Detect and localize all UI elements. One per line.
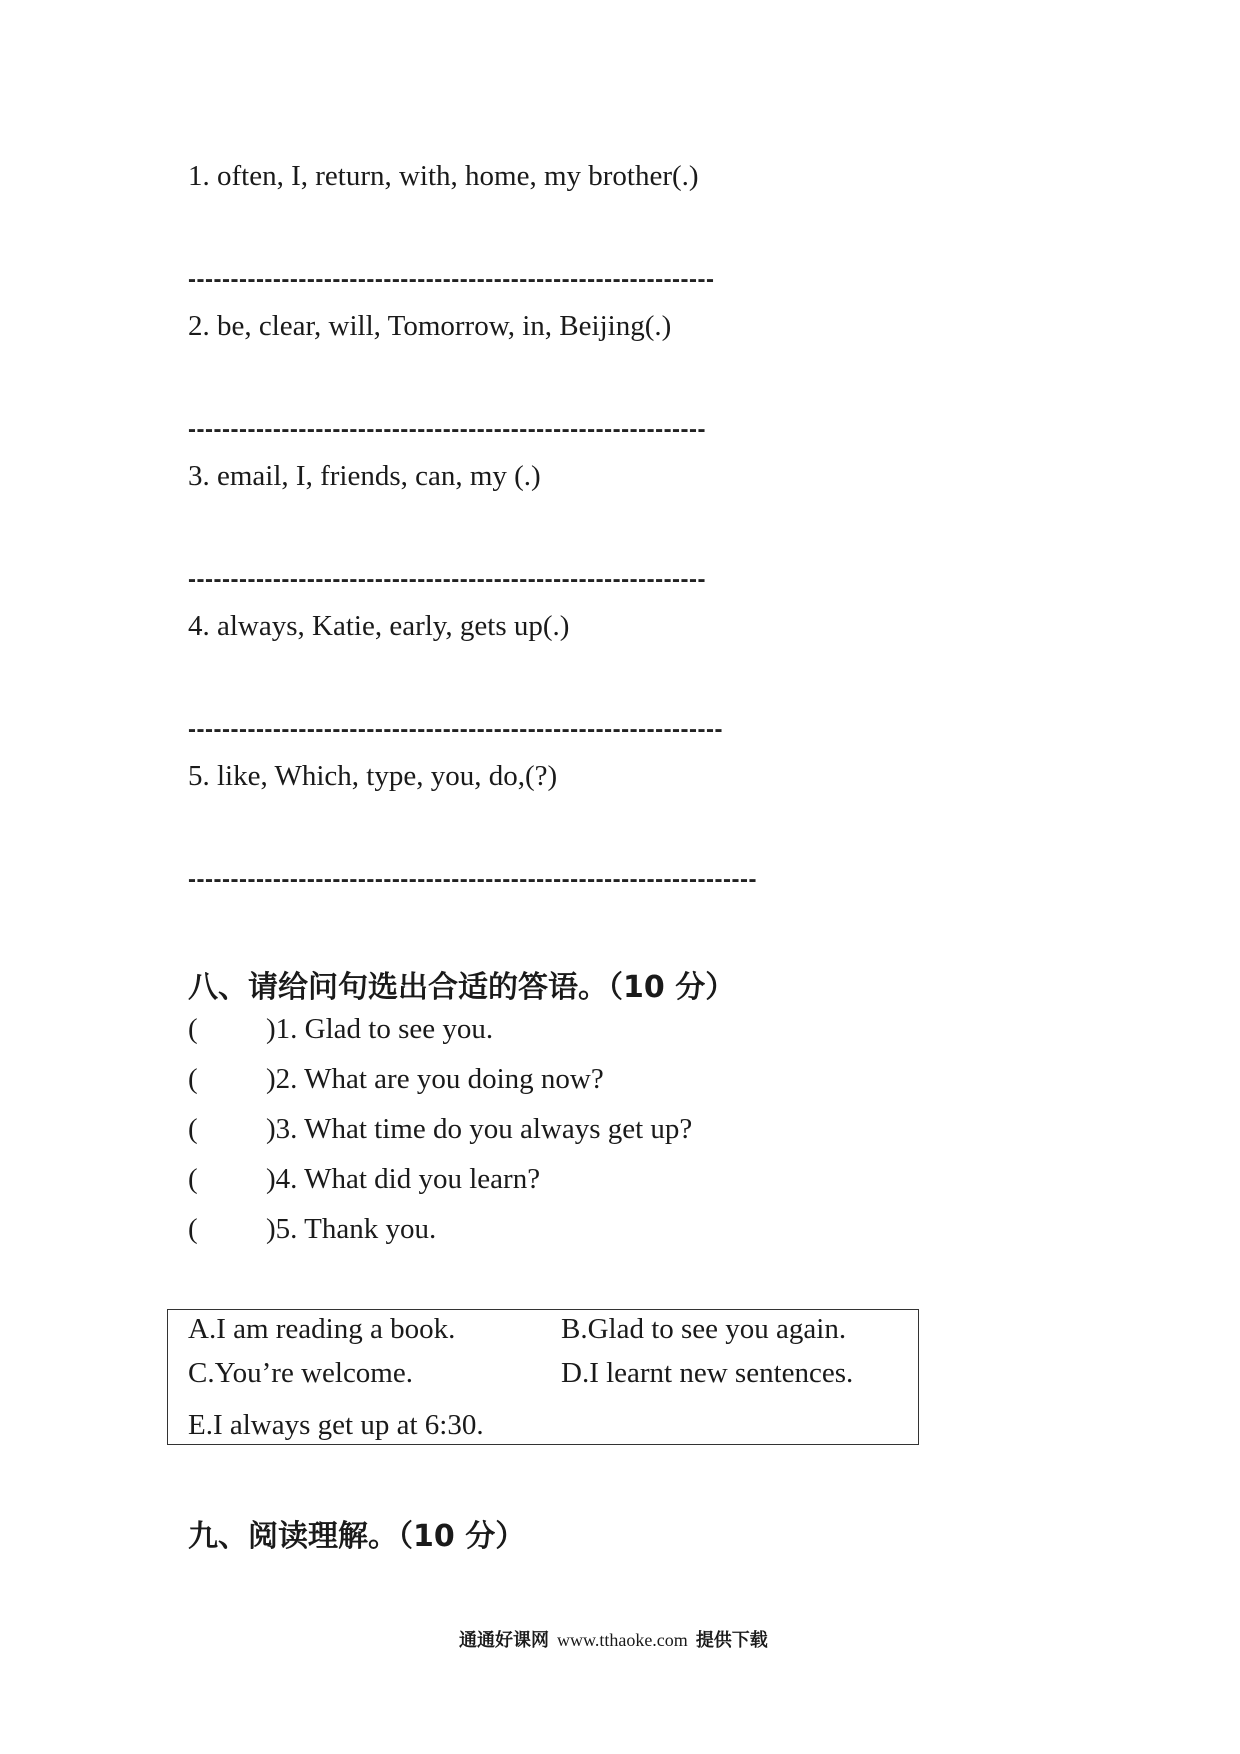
- answer-line-5: -------------------------------------------------------------------: [188, 866, 757, 893]
- match-question-4: )4. What did you learn?: [266, 1163, 541, 1195]
- answer-line-1: --------------------------------------------------------------: [188, 266, 715, 293]
- reorder-question-1: 1. often, I, return, with, home, my brother(.): [188, 160, 699, 192]
- option-a: A.I am reading a book.: [188, 1313, 456, 1345]
- option-c: C.You’re welcome.: [188, 1357, 413, 1389]
- footer-suffix: 提供下载: [695, 1630, 768, 1651]
- match-question-5: )5. Thank you.: [266, 1213, 437, 1245]
- footer-url[interactable]: www.tthaoke.com: [557, 1630, 688, 1650]
- reorder-question-3: 3. email, I, friends, can, my (.): [188, 460, 541, 492]
- reorder-question-5: 5. like, Which, type, you, do,(?): [188, 760, 558, 792]
- page-footer: [459, 1626, 768, 1652]
- answer-blank-open-4: (: [188, 1163, 198, 1195]
- answer-line-3: -------------------------------------------------------------: [188, 566, 707, 593]
- option-b: B.Glad to see you again.: [561, 1313, 847, 1345]
- answer-blank-open-2: (: [188, 1063, 198, 1095]
- option-e: E.I always get up at 6:30.: [188, 1409, 484, 1441]
- match-question-1: )1. Glad to see you.: [266, 1013, 494, 1045]
- answer-blank-open-3: (: [188, 1113, 198, 1145]
- match-question-3: )3. What time do you always get up?: [266, 1113, 693, 1145]
- reorder-question-4: 4. always, Katie, early, gets up(.): [188, 610, 570, 642]
- answer-blank-open-5: (: [188, 1213, 198, 1245]
- section-9-heading: 九、阅读理解。（10 分）: [188, 1519, 526, 1554]
- reorder-question-2: 2. be, clear, will, Tomorrow, in, Beijing(.): [188, 310, 672, 342]
- section-8-heading: 八、请给问句选出合适的答语。（10 分）: [188, 970, 736, 1005]
- option-d: D.I learnt new sentences.: [561, 1357, 854, 1389]
- answer-line-4: ---------------------------------------------------------------: [188, 716, 724, 743]
- footer-site-name: 通通好课网: [459, 1630, 549, 1651]
- answer-blank-open-1: (: [188, 1013, 198, 1045]
- answer-line-2: -------------------------------------------------------------: [188, 416, 707, 443]
- match-question-2: )2. What are you doing now?: [266, 1063, 604, 1095]
